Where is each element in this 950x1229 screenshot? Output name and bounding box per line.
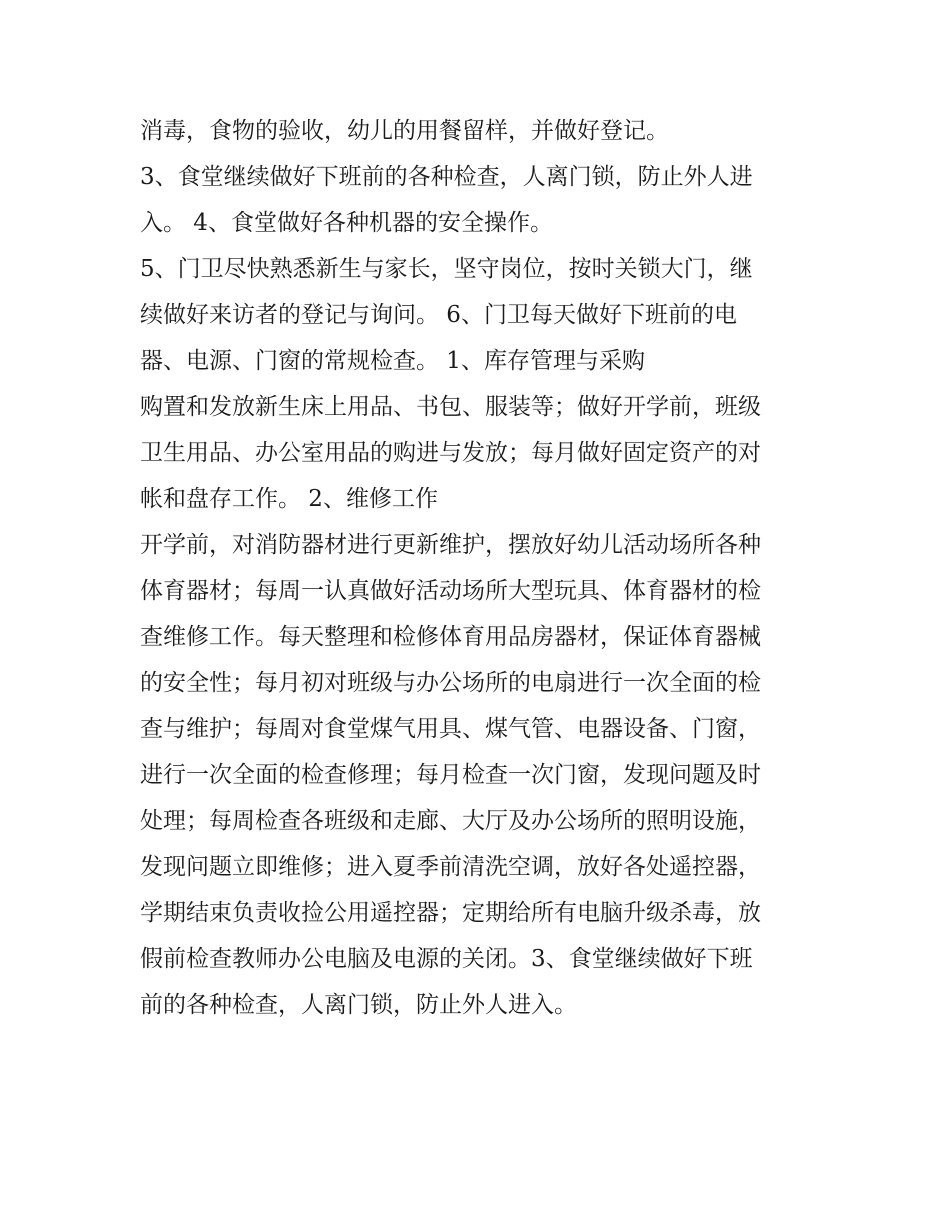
text-line: 的安全性；每月初对班级与办公场所的电扇进行一次全面的检	[140, 670, 761, 696]
text-line: 进行一次全面的检查修理；每月检查一次门窗，发现问题及时	[140, 762, 761, 788]
text-line: 续做好来访者的登记与询问。 6、门卫每天做好下班前的电	[140, 302, 737, 328]
text-line: 处理；每周检查各班级和走廊、大厅及办公场所的照明设施，	[140, 808, 761, 834]
text-line: 假前检查教师办公电脑及电源的关闭。3、食堂继续做好下班	[140, 946, 753, 972]
text-line: 前的各种检查，人离门锁，防止外人进入。	[140, 992, 577, 1018]
text-line: 消毒，食物的验收，幼儿的用餐留样，并做好登记。	[140, 118, 669, 144]
document-body	[140, 108, 830, 1028]
text-line: 开学前，对消防器材进行更新维护，摆放好幼儿活动场所各种	[140, 532, 761, 558]
text-line: 入。 4、食堂做好各种机器的安全操作。	[140, 210, 553, 236]
text-line: 发现问题立即维修；进入夏季前清洗空调，放好各处遥控器，	[140, 854, 761, 880]
text-line: 器、电源、门窗的常规检查。 1、库存管理与采购	[140, 348, 645, 374]
text-line: 体育器材；每周一认真做好活动场所大型玩具、体育器材的检	[140, 578, 761, 604]
text-line: 查与维护；每周对食堂煤气用具、煤气管、电器设备、门窗，	[140, 716, 761, 742]
text-line: 购置和发放新生床上用品、书包、服装等；做好开学前，班级	[140, 394, 761, 420]
text-line: 卫生用品、办公室用品的购进与发放；每月做好固定资产的对	[140, 440, 761, 466]
text-line: 3、食堂继续做好下班前的各种检查，人离门锁，防止外人进	[140, 164, 753, 190]
text-line: 学期结束负责收捡公用遥控器；定期给所有电脑升级杀毒，放	[140, 900, 761, 926]
text-line: 5、门卫尽快熟悉新生与家长，坚守岗位，按时关锁大门，继	[140, 256, 753, 282]
text-line: 帐和盘存工作。 2、维修工作	[140, 486, 438, 512]
text-line: 查维修工作。每天整理和检修体育用品房器材，保证体育器械	[140, 624, 761, 650]
